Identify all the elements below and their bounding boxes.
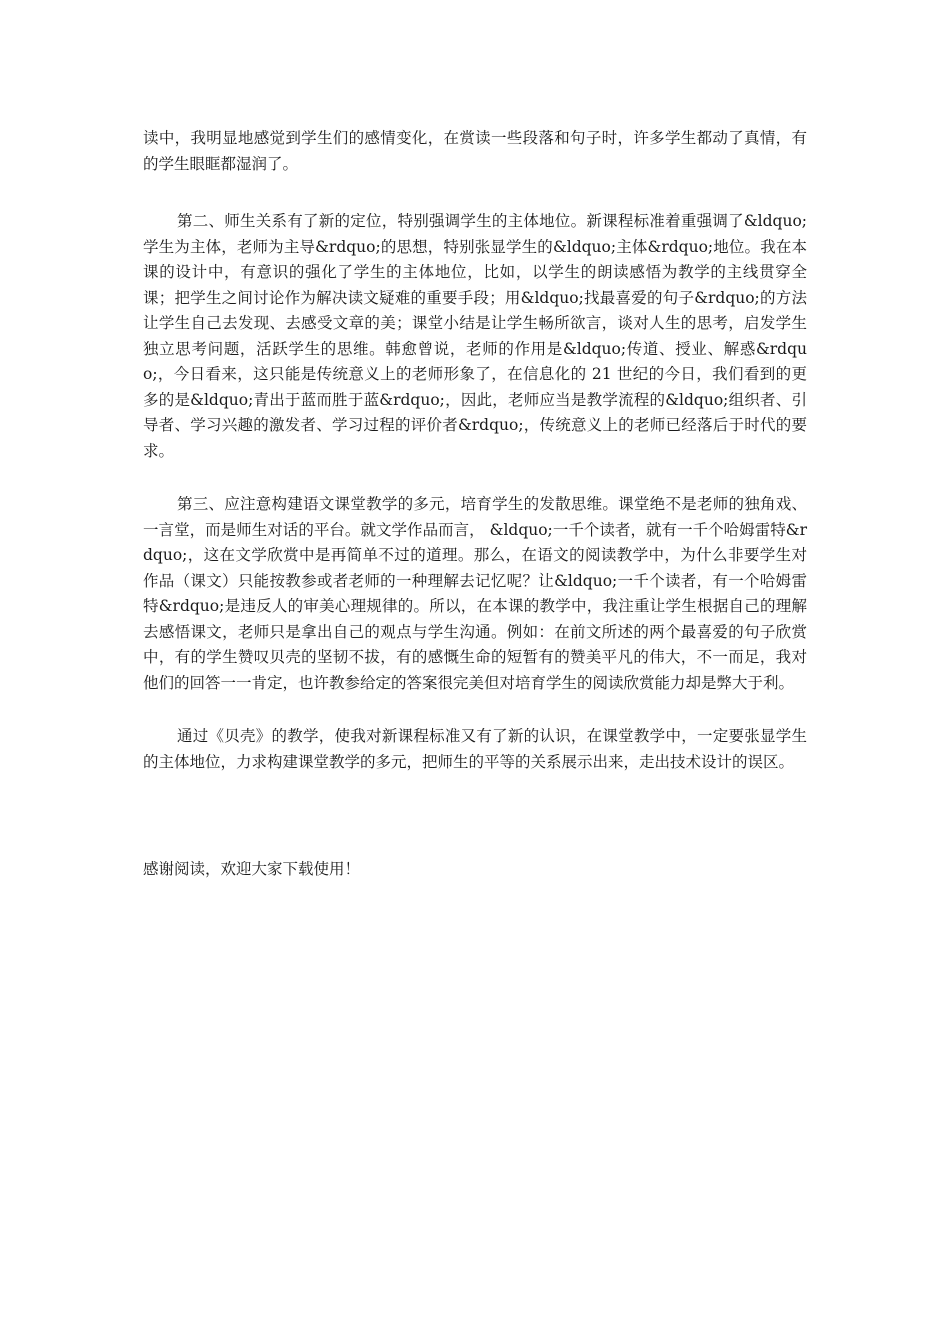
document-page <box>143 118 807 883</box>
paragraph-third-point: 第三、应注意构建语文课堂教学的多元，培育学生的发散思维。课堂绝不是老师的独角戏、一言堂，而是师生对话的平台。就文学作品而言， &ldquo;一千个读者，就有一千个哈姆雷特&rdquo;，这在文学欣赏中是再简单不过的道理。那么，在语文的阅读教学中，为什么非要学生对作品（课文）只能按教参或者老师的一种理解去记忆呢？让&ldquo;一千个读者，有一个哈姆雷特&rdquo;是违反人的审美心理规律的。所以，在本课的教学中，我注重让学生根据自己的理解去感悟课文，老师只是拿出自己的观点与学生沟通。例如：在前文所述的两个最喜爱的句子欣赏中，有的学生赞叹贝壳的坚韧不拔，有的感慨生命的短暂有的赞美平凡的伟大，不一而足，我对他们的回答一一肯定，也许教参给定的答案很完美但对培育学生的阅读欣赏能力却是弊大于利。 <box>143 495 807 692</box>
closing-note: 感谢阅读，欢迎大家下载使用！ <box>143 860 361 878</box>
paragraph-second-point: 第二、师生关系有了新的定位，特别强调学生的主体地位。新课程标准着重强调了&ldquo;学生为主体，老师为主导&rdquo;的思想，特别张显学生的&ldquo;主体&rdquo;地位。我在本课的设计中，有意识的强化了学生的主体地位，比如，以学生的朗读感悟为教学的主线贯穿全课；把学生之间讨论作为解决读文疑难的重要手段；用&ldquo;找最喜爱的句子&rdquo;的方法让学生自己去发现、去感受文章的美；课堂小结是让学生畅所欲言，谈对人生的思考，启发学生独立思考问题，活跃学生的思维。韩愈曾说，老师的作用是&ldquo;传道、授业、解惑&rdquo;，今日看来，这只能是传统意义上的老师形象了，在信息化的 21 世纪的今日，我们看到的更多的是&ldquo;青出于蓝而胜于蓝&rdquo;，因此，老师应当是教学流程的&ldquo;组织者、引导者、学习兴趣的激发者、学习过程的评价者&rdquo;，传统意义上的老师已经落后于时代的要求。 <box>143 212 807 460</box>
paragraph-conclusion: 通过《贝壳》的教学，使我对新课程标准又有了新的认识，在课堂教学中，一定要张显学生的主体地位，力求构建课堂教学的多元，把师生的平等的关系展示出来，走出技术设计的误区。 <box>143 727 807 771</box>
paragraph-continuation: 读中，我明显地感觉到学生们的感情变化，在赏读一些段落和句子时，许多学生都动了真情，有的学生眼眶都湿润了。 <box>143 129 807 173</box>
